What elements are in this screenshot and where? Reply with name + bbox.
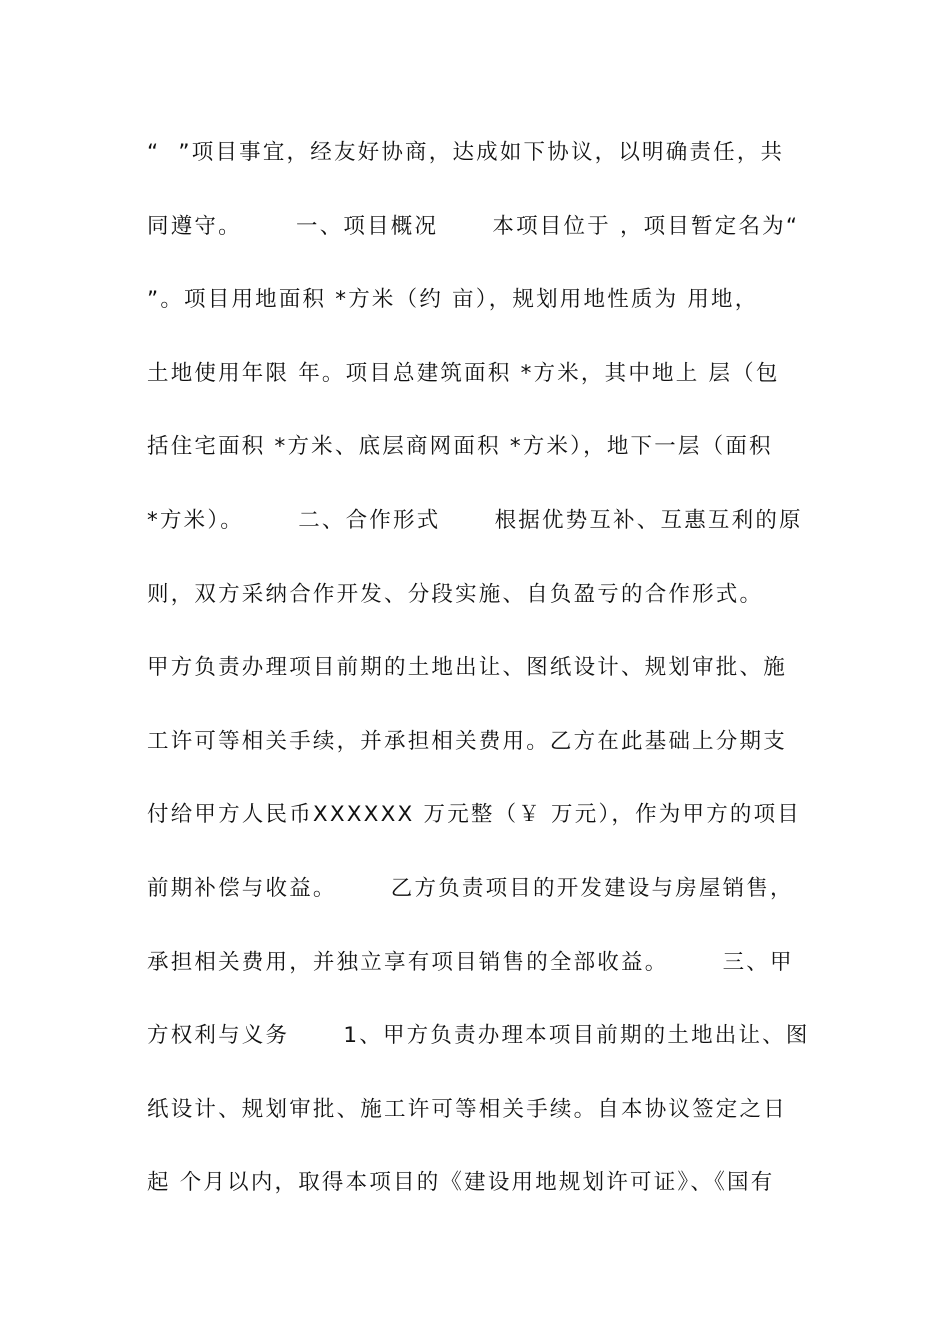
text-line: “ ”项目事宜，经友好协商，达成如下协议，以明确责任，共: [147, 140, 785, 165]
text-line: 则，双方采纳合作开发、分段实施、自负盈亏的合作形式。: [147, 581, 764, 607]
text-line: 工许可等相关手续，并承担相关费用。乙方在此基础上分期支: [147, 728, 787, 754]
text-line: 付给甲方人民币XXXXXX 万元整（￥ 万元），作为甲方的项目: [147, 802, 801, 828]
agreement-body-text: [147, 130, 810, 1234]
text-line: ”。项目用地面积 *方米（约 亩），规划用地性质为 用地，: [147, 287, 759, 313]
text-line: 括住宅面积 *方米、底层商网面积 *方米），地下一层（面积: [147, 434, 773, 460]
text-line: 甲方负责办理项目前期的土地出让、图纸设计、规划审批、施: [147, 655, 787, 681]
text-line: *方米）。 二、合作形式 根据优势互补、互惠互利的原: [147, 507, 803, 533]
text-line: 纸设计、规划审批、施工许可等相关手续。自本协议签定之日: [147, 1096, 787, 1122]
text-line: 方权利与义务 1、甲方负责办理本项目前期的土地出让、图: [147, 1023, 810, 1049]
text-line: 前期补偿与收益。 乙方负责项目的开发建设与房屋销售，: [147, 875, 794, 901]
text-line: 起 个月以内，取得本项目的《建设用地规划许可证》、《国有: [147, 1170, 775, 1196]
text-line: 同遵守。 一、项目概况 本项目位于 ，项目暂定名为“: [147, 213, 800, 239]
text-line: 承担相关费用，并独立享有项目销售的全部收益。 三、甲: [147, 949, 794, 975]
text-line: 土地使用年限 年。项目总建筑面积 *方米，其中地上 层（包: [147, 360, 780, 386]
